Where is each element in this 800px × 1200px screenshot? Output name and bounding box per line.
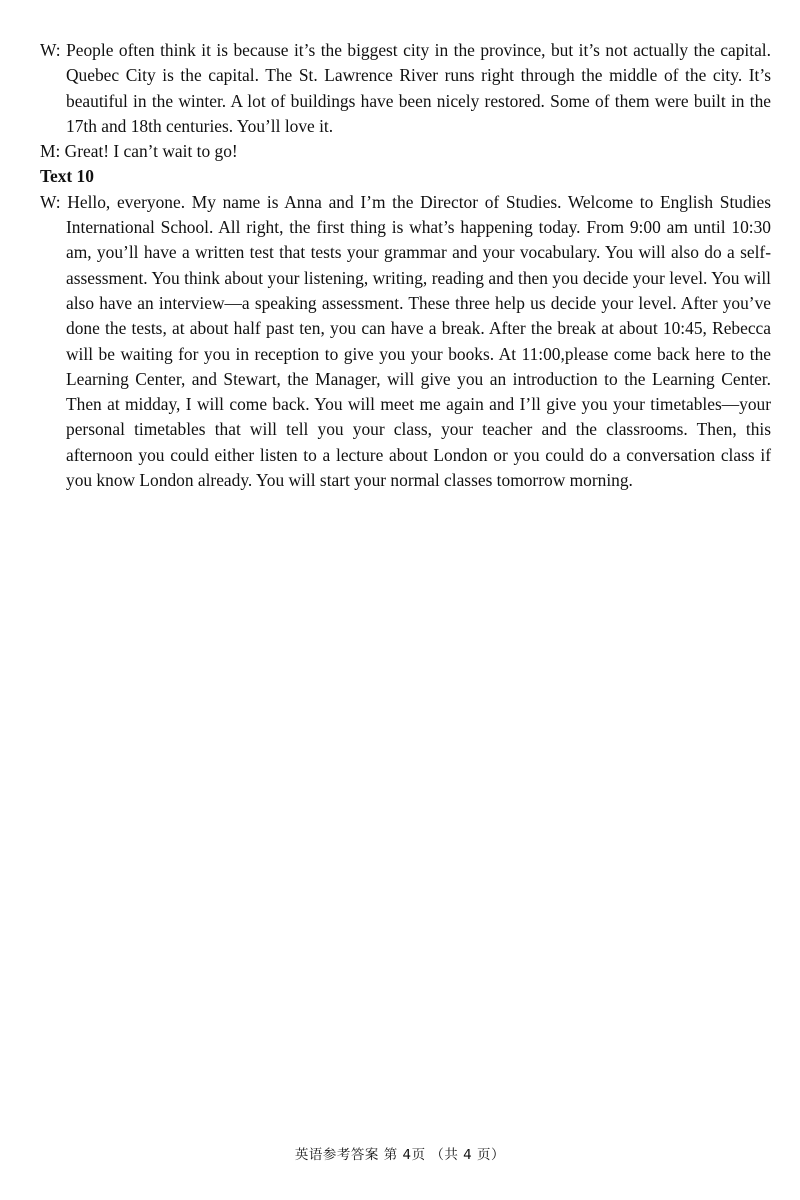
section-heading: Text 10 <box>40 166 94 187</box>
dialogue-paragraph-1 <box>40 38 771 139</box>
speaker-label: W: <box>40 40 61 60</box>
dialogue-text: Great! I can’t wait to go! <box>64 141 238 162</box>
dialogue-text: People often think it is because it’s the biggest city in the province, but it’s not actually the capital. Quebec City is the capital. The St. Lawrence River runs right through the middle of the city. It’s beautiful in the winter. A lot of buildings have been nicely restored. Some of them were built in the 17th and 18th centuries. You’ll love it. <box>66 40 771 136</box>
dialogue-text: Hello, everyone. My name is Anna and I’m the Director of Studies. Welcome to English Studies International School. All right, the first thing is what’s happening today. From 9:00 am until 10:30 am, you’ll have a written test that tests your grammar and your vocabulary. You will also do a self-assessment. You think about your listening, writing, reading and then you decide your level. You will also have an interview—a speaking assessment. These three help us decide your level. After you’ve done the tests, at about half past ten, you can have a break. After the break at about 10:45, Rebecca will be waiting for you in reception to give you your books. At 11:00,please come back here to the Learning Center, and Stewart, the Manager, will give you an introduction to the Learning Center. Then at midday, I will come back. You will meet me again and I’ll give you your timetables—your personal timetables that will tell you your class, your teacher and the classrooms. Then, this afternoon you could either listen to a lecture about London or you could do a conversation class if you know London already. You will start your normal classes tomorrow morning. <box>66 191 771 491</box>
dialogue-paragraph-3 <box>40 190 771 494</box>
dialogue-paragraph-2 <box>40 139 771 164</box>
page-footer: 英语参考答案 第 4页 （共 4 页） <box>294 1147 506 1163</box>
speaker-label: W: <box>40 191 61 212</box>
document-body <box>40 38 771 493</box>
speaker-label: M: <box>40 141 61 162</box>
